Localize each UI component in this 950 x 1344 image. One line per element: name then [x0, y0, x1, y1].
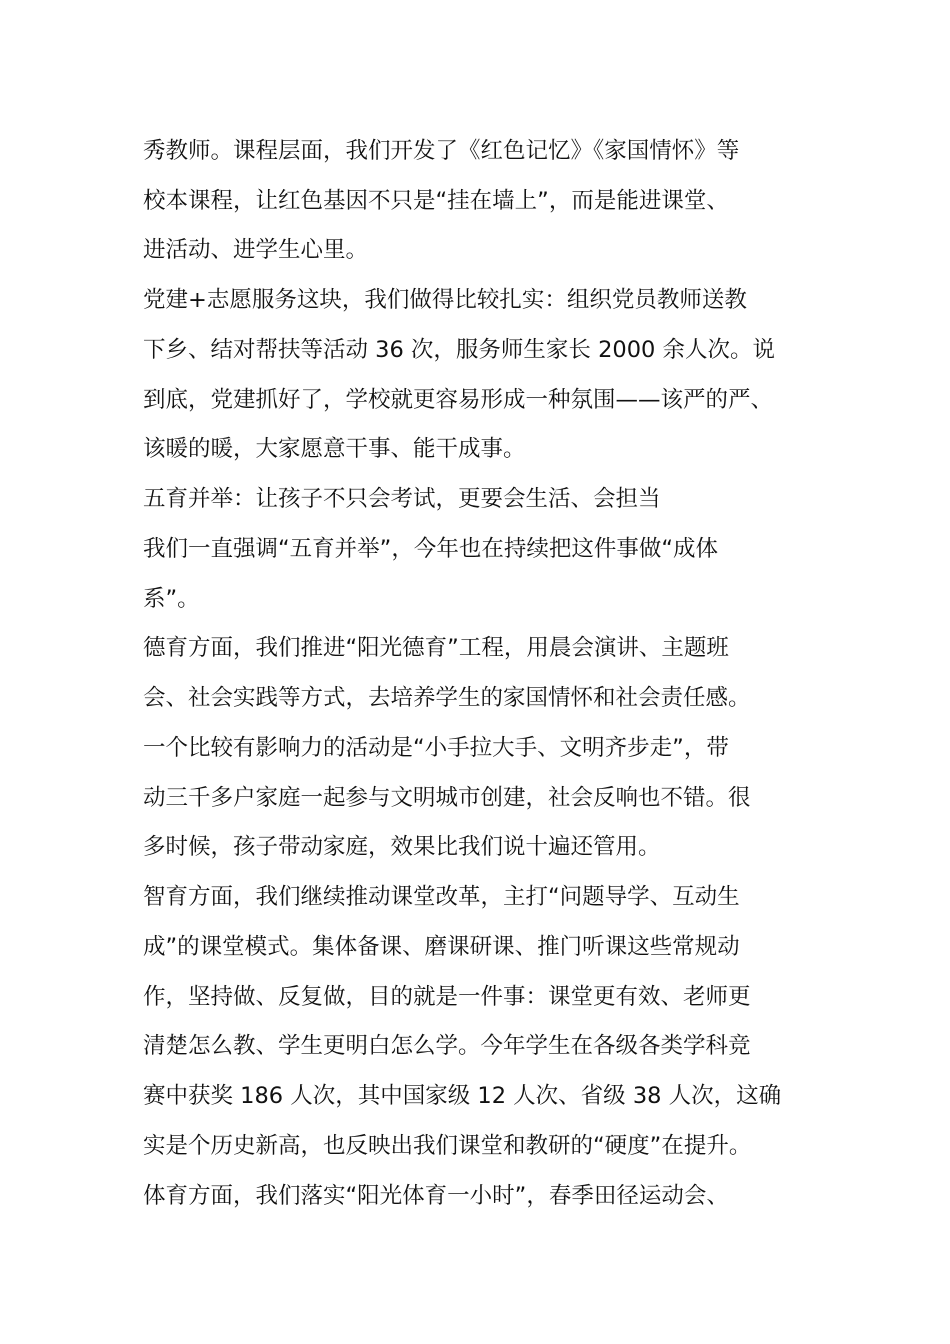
text-line: 智育方面，我们继续推动课堂改革，主打“问题导学、互动生: [143, 884, 740, 910]
text-line: 我们一直强调“五育并举”，今年也在持续把这件事做“成体: [143, 536, 718, 562]
text-line: 系”。: [143, 586, 200, 612]
text-line: 成”的课堂模式。集体备课、磨课研课、推门听课这些常规动: [143, 934, 740, 960]
text-line: 校本课程，让红色基因不只是“挂在墙上”，而是能进课堂、: [143, 188, 729, 214]
text-line: 一个比较有影响力的活动是“小手拉大手、文明齐步走”，带: [143, 735, 729, 761]
text-line: 进活动、进学生心里。: [143, 237, 369, 263]
text-line: 赛中获奖 186 人次，其中国家级 12 人次、省级 38 人次，这确: [143, 1083, 782, 1109]
text-line: 动三千多户家庭一起参与文明城市创建，社会反响也不错。很: [143, 785, 751, 811]
text-line: 会、社会实践等方式，去培养学生的家国情怀和社会责任感。: [143, 685, 751, 711]
text-line: 德育方面，我们推进“阳光德育”工程，用晨会演讲、主题班: [143, 635, 729, 661]
text-line: 实是个历史新高，也反映出我们课堂和教研的“硬度”在提升。: [143, 1133, 752, 1159]
text-line: 多时候，孩子带动家庭，效果比我们说十遍还管用。: [143, 834, 661, 860]
section-heading: 五育并举：让孩子不只会考试，更要会生活、会担当: [143, 486, 661, 512]
text-line: 到底，党建抓好了，学校就更容易形成一种氛围——该严的严、: [143, 387, 774, 413]
text-line: 党建+志愿服务这块，我们做得比较扎实：组织党员教师送教: [143, 287, 747, 313]
text-line: 下乡、结对帮扶等活动 36 次，服务师生家长 2000 余人次。说: [143, 337, 776, 363]
text-line: 作，坚持做、反复做，目的就是一件事：课堂更有效、老师更: [143, 984, 751, 1010]
text-line: 该暖的暖，大家愿意干事、能干成事。: [143, 436, 526, 462]
text-line: 清楚怎么教、学生更明白怎么学。今年学生在各级各类学科竞: [143, 1033, 751, 1059]
text-line: 秀教师。课程层面，我们开发了《红色记忆》《家国情怀》等: [143, 138, 740, 164]
text-line: 体育方面，我们落实“阳光体育一小时”，春季田径运动会、: [143, 1183, 729, 1209]
